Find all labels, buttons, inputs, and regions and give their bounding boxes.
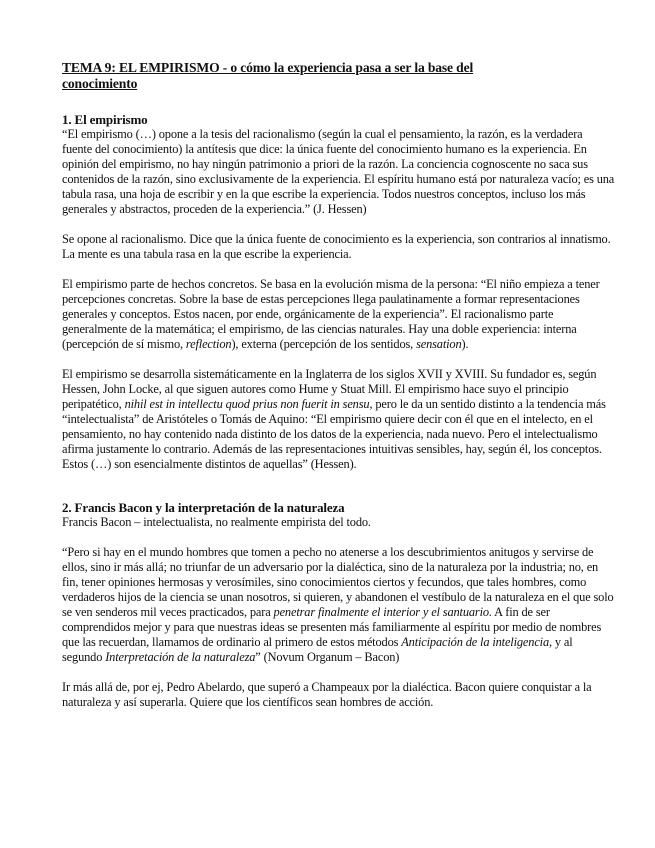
section1-paragraph-4: El empirismo se desarrolla sistemáticamente en la Inglaterra de los siglos XVII y XVIII. Su fundador es, según Hessen, John Locke, al que siguen autores como Hume y Stuat Mill. El empirismo hace suyo el principio peripatético, nihil est in intellectu quod prius non fuerit in sensu, pero le da un sentido distinto a la tendencia más “intelectualista” de Aristóteles o Tomás de Aquino: “El empirismo quiere decir con él que en el intelecto, en el pensamiento, no hay contenido nada distinto de los datos de la experiencia, nada nuevo. Pero el intelectualismo afirma justamente lo contrario. Además de las representaciones intuitivas sensibles, hay, según él, los conceptos. Estos (…) son esencialmente distintos de aquellas” (Hessen). — [62, 367, 606, 471]
page-title — [62, 60, 615, 92]
section1-paragraph-3: El empirismo parte de hechos concretos. Se basa en la evolución misma de la persona: “El niño empieza a tener percepciones concretas. Sobre la base de estas percepciones llega paulatinamente a formar representaciones generales y conceptos. Estos nacen, por ende, orgánicamente de la experiencia”. El racionalismo parte generalmente de la matemática; el empirismo, de las ciencias naturales. Hay una doble experiencia: interna (percepción de sí mismo, reflection), externa (percepción de los sentidos, sensation). — [62, 277, 600, 351]
section2-subline: Francis Bacon – intelectualista, no realmente empirista del todo. — [62, 515, 371, 529]
section2-heading: 2. Francis Bacon y la interpretación de la naturaleza — [62, 500, 345, 515]
section2-paragraph-last: Ir más allá de, por ej, Pedro Abelardo, que superó a Champeaux por la dialéctica. Bacon quiere conquistar a la naturaleza y así superarla. Quiere que los científicos sean hombres de acción. — [62, 680, 592, 709]
section2-quote-paragraph: “Pero si hay en el mundo hombres que tomen a pecho no atenerse a los descubrimientos anitugos y servirse de ellos, sino ir más allá; no triunfar de un adversario por la dialéctica, sino de la naturaleza por la industria; no, en fin, tener opiniones hermosas y verosímiles, sino conocimientos ciertos y fecundos, que tales hombres, como verdaderos hijos de la ciencia se unan nosotros, si quieren, y abandonen el vestíbulo de la naturaleza en el que solo se ven senderos mil veces practicados, para penetrar finalmente el interior y el santuario. A fin de ser comprendidos mejor y para que nuestras ideas se presenten más familiarmente al espíritu por medio de nombres que las recuerdan, llamamos de ordinario al primero de estos métodos Anticipación de la inteligencia, y al segundo Interpretación de la naturaleza” (Novum Organum – Bacon) — [62, 545, 614, 664]
page-title-line2: conocimiento — [62, 76, 138, 91]
section1-paragraph-2: Se opone al racionalismo. Dice que la única fuente de conocimiento es la experiencia, son contrarios al innatismo. La mente es una tabula rasa en la que escribe la experiencia. — [62, 232, 611, 261]
section1-heading: 1. El empirismo — [62, 112, 148, 127]
page-title-line1: TEMA 9: EL EMPIRISMO - o cómo la experiencia pasa a ser la base del — [62, 60, 474, 75]
section1-quote-paragraph: “El empirismo (…) opone a la tesis del racionalismo (según la cual el pensamiento, la razón, es la verdadera fuente del conocimiento) la antítesis que dice: la única fuente del conocimiento humano es la experiencia. En opinión del empirismo, no hay ningún patrimonio a priori de la razón. La conciencia cognoscente no saca sus contenidos de la razón, sino exclusivamente de la experiencia. El espíritu humano está por naturaleza vacío; es una tabula rasa, una hoja de escribir y en la que escribe la experiencia. Todos nuestros conceptos, incluso los más generales y abstractos, proceden de la experiencia.” (J. Hessen) — [62, 127, 615, 216]
